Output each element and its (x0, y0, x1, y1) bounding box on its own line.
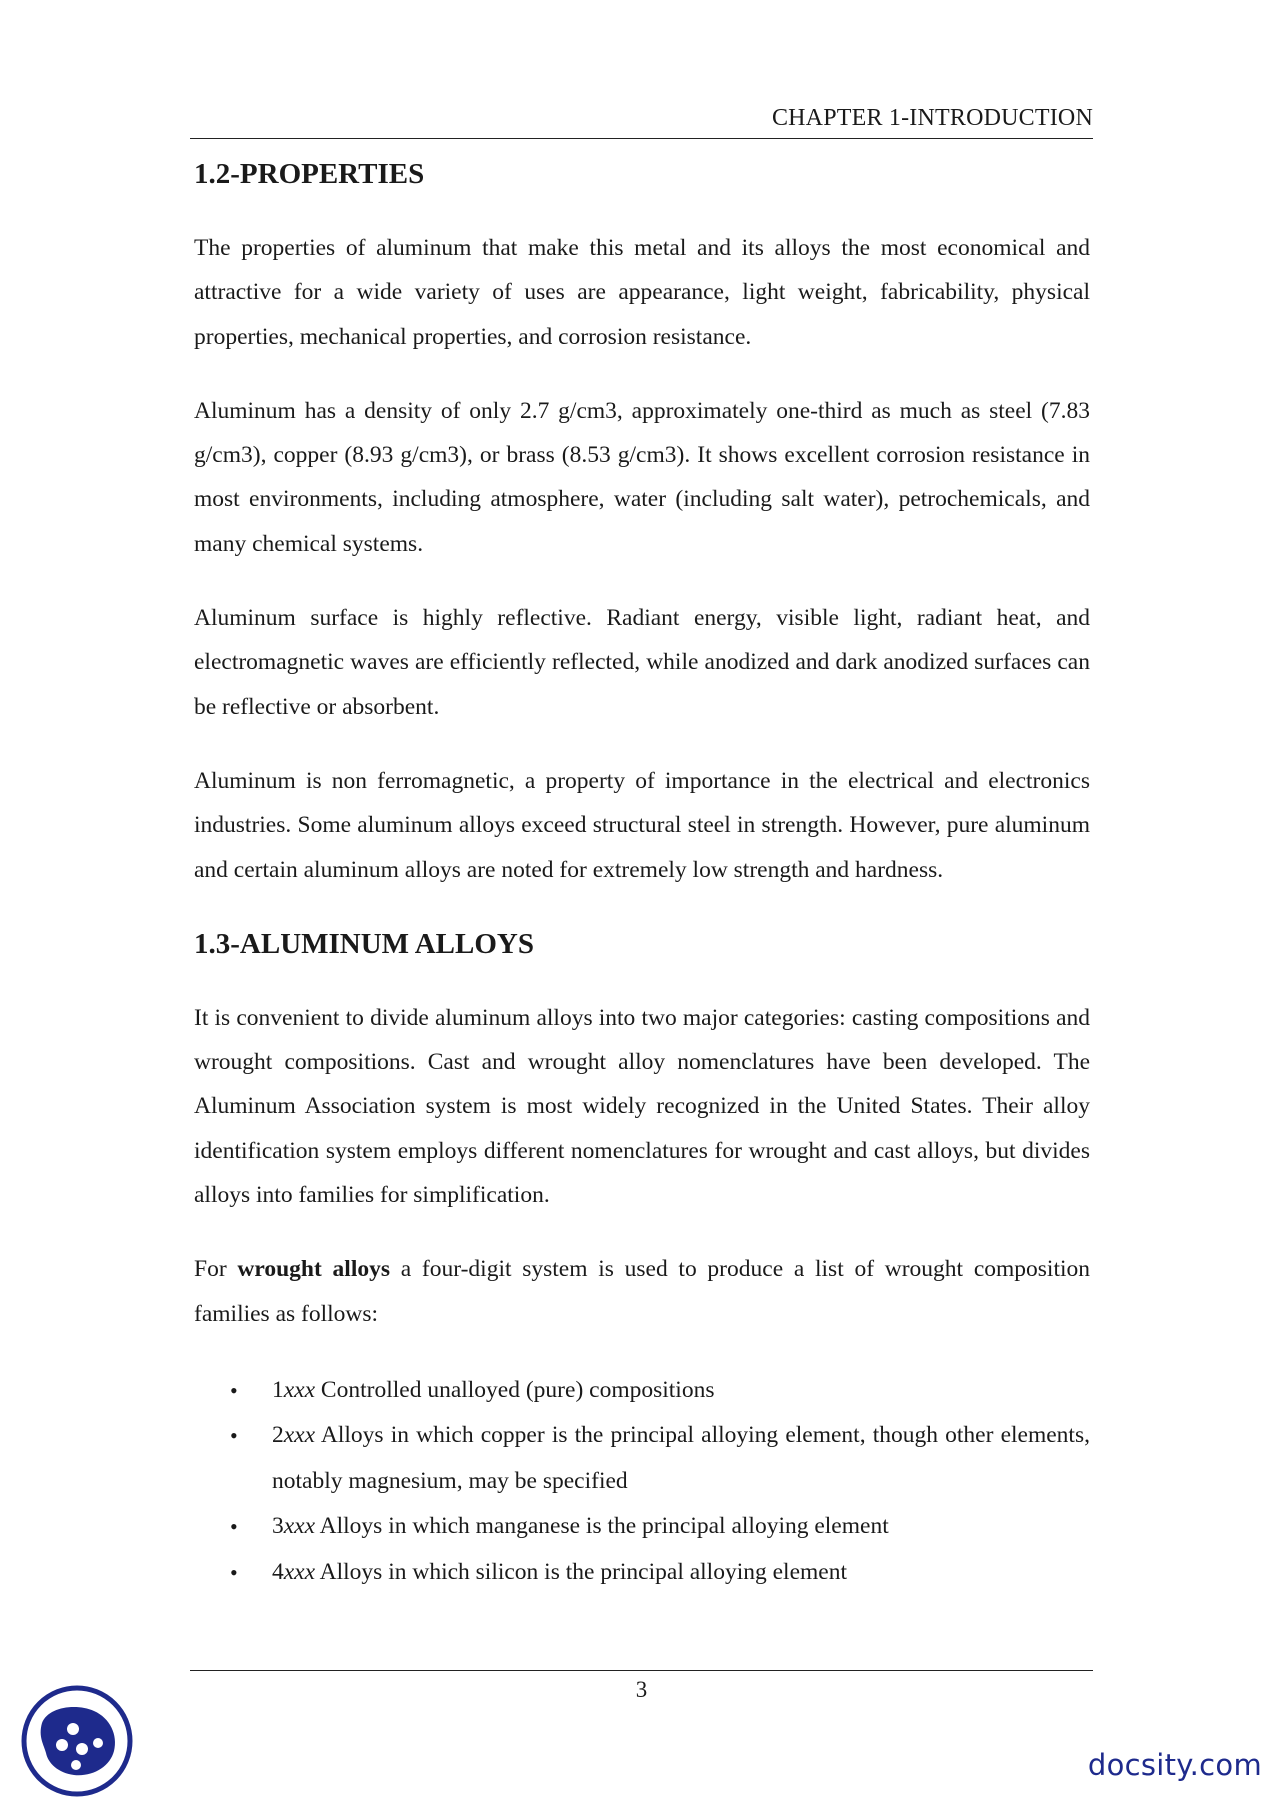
header-divider (190, 138, 1093, 139)
series-digit: 3 (272, 1513, 284, 1540)
series-description: Alloys in which silicon is the principal alloying element (319, 1558, 847, 1585)
wrought-lead-text: For (194, 1256, 227, 1283)
series-description: Alloys in which copper is the principal alloying element, though other elements, notably magnesium, may be specified (272, 1422, 1090, 1494)
wrought-alloys-paragraph (194, 1247, 1090, 1336)
list-item (230, 1550, 1090, 1596)
section-heading-alloys: 1.3-ALUMINUM ALLOYS (194, 927, 534, 960)
series-digit: 2 (272, 1422, 284, 1449)
docsity-logo-icon[interactable] (18, 1685, 136, 1797)
series-suffix: xxx (283, 1422, 316, 1449)
bullet-icon: • (230, 1559, 238, 1585)
page-body (194, 150, 1090, 1595)
docsity-brand-link[interactable]: docsity.com (1087, 1748, 1262, 1782)
alloys-intro-paragraph: It is convenient to divide aluminum alloys into two major categories: casting compositions and wrought compositions. Cast and wrought alloy nomenclatures have been developed. The Aluminum Association system is most widely recognized in the United States. Their alloy identification system employs different nomenclatures for wrought and cast alloys, but divides alloys into families for simplification. (194, 1004, 1090, 1209)
series-digit: 1 (272, 1376, 284, 1403)
list-item (230, 1368, 1090, 1414)
list-item (230, 1413, 1090, 1504)
section-heading-properties: 1.2-PROPERTIES (194, 158, 425, 190)
wrought-alloys-term: wrought alloys (237, 1256, 391, 1283)
series-suffix: xxx (283, 1558, 316, 1585)
properties-paragraph-3: Aluminum surface is highly reflective. Radiant energy, visible light, radiant heat, and electromagnetic waves are efficiently reflected, while anodized and dark anodized surfaces can be reflective or absorbent. (194, 605, 1090, 720)
list-item (230, 1504, 1090, 1550)
series-description: Alloys in which manganese is the principal alloying element (319, 1513, 889, 1540)
series-description: Controlled unalloyed (pure) compositions (320, 1376, 715, 1403)
properties-paragraph-1: The properties of aluminum that make this metal and its alloys the most economical and attractive for a wide variety of uses are appearance, light weight, fabricability, physical properties, mechanical properties, and corrosion resistance. (194, 235, 1090, 350)
wrought-families-list (194, 1368, 1090, 1596)
footer-divider (190, 1670, 1093, 1671)
page-number: 3 (635, 1677, 648, 1702)
series-digit: 4 (272, 1558, 284, 1585)
series-suffix: xxx (283, 1513, 316, 1540)
running-header: CHAPTER 1-INTRODUCTION (771, 105, 1093, 131)
bullet-icon: • (230, 1423, 238, 1449)
properties-paragraph-4: Aluminum is non ferromagnetic, a property of importance in the electrical and electronics industries. Some aluminum alloys exceed structural steel in strength. However, pure aluminum and certain aluminum alloys are noted for extremely low strength and hardness. (194, 767, 1090, 883)
properties-paragraph-2: Aluminum has a density of only 2.7 g/cm3, approximately one-third as much as steel (7.83 g/cm3), copper (8.93 g/cm3), or brass (8.53 g/cm3). It shows excellent corrosion resistance in most environments, including atmosphere, water (including salt water), petrochemicals, and many chemical systems. (194, 397, 1090, 557)
bullet-icon: • (230, 1377, 238, 1403)
series-suffix: xxx (283, 1376, 316, 1403)
bullet-icon: • (230, 1514, 238, 1540)
wrought-rest-text: a four-digit system is used to produce a list of wrought composition families as follows: (194, 1256, 1091, 1327)
